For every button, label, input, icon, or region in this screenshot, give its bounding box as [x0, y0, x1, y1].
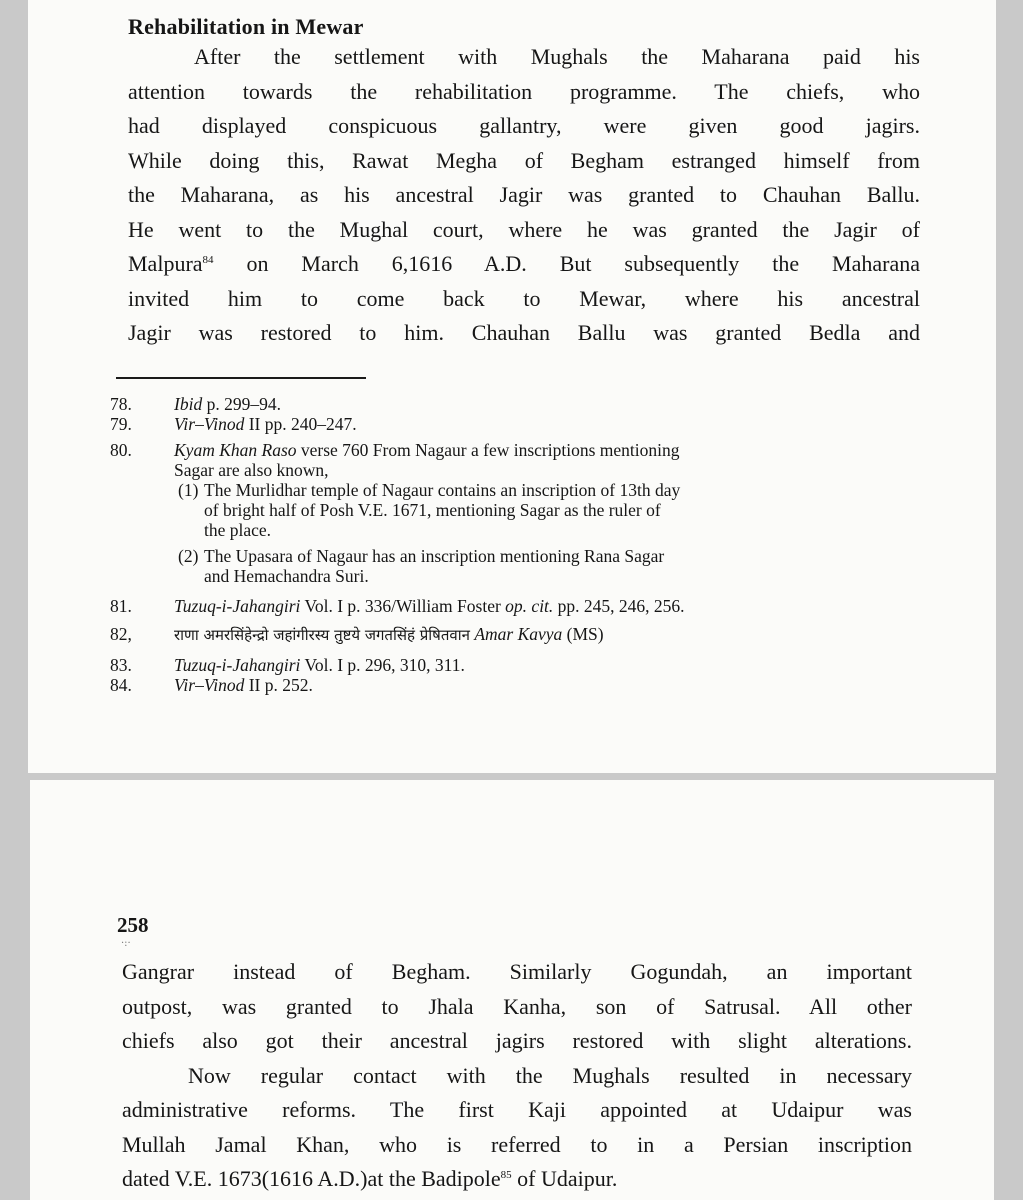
body-paragraph — [128, 40, 920, 351]
subitem-number: (1) — [178, 480, 199, 500]
footnote-ref: 84 — [202, 254, 214, 266]
footnote-title: Kyam Khan Raso — [174, 440, 297, 460]
footnote-84 — [100, 675, 920, 695]
footnote-title: Vir–Vinod — [174, 675, 245, 695]
footnote-83 — [100, 655, 920, 675]
footnote-81 — [100, 596, 920, 616]
page-number: 258 — [117, 913, 149, 937]
footnote-number: 82, — [110, 624, 132, 644]
footnote-divider — [116, 377, 366, 379]
footnote-number: 80. — [110, 440, 132, 460]
footnote-number: 81. — [110, 596, 132, 616]
text-line: attention towards the rehabilitation programme. The chiefs, who — [128, 78, 920, 104]
footnote-80 — [100, 440, 920, 586]
text-line — [128, 247, 920, 282]
footnote-text: (MS) — [562, 624, 604, 644]
bottom-book-page — [30, 780, 994, 1200]
text-line: He went to the Mughal court, where he was granted the Jagir of — [128, 216, 920, 242]
footnote-line: and Hemachandra Suri. — [204, 566, 369, 586]
footnote-ref: 85 — [500, 1169, 512, 1181]
text-line: While doing this, Rawat Megha of Begham estranged himself from — [128, 147, 920, 173]
text-line: administrative reforms. The first Kaji appointed at Udaipur was — [122, 1097, 912, 1122]
text-line: outpost, was granted to Jhala Kanha, son of Satrusal. All other — [122, 993, 912, 1019]
footnote-line: the place. — [204, 520, 272, 540]
footnote-subitem-1 — [178, 480, 920, 540]
text-line: Mullah Jamal Khan, who is referred to in a Persian inscription — [122, 1131, 912, 1157]
footnote-title: Amar Kavya — [469, 624, 563, 644]
footnote-title: Tuzuq-i-Jahangiri — [174, 596, 301, 616]
section-heading: Rehabilitation in Mewar — [128, 14, 364, 39]
text-line: After the settlement with Mughals the Maharana paid his — [194, 44, 920, 69]
footnote-line: of bright half of Posh V.E. 1671, mentioning Sagar as the ruler of — [204, 500, 661, 520]
footnote-abbrev: op. cit. — [505, 596, 554, 616]
footnote-text: II p. 252. — [244, 675, 313, 695]
text-line: the Maharana, as his ancestral Jagir was granted to Chauhan Ballu. — [128, 182, 920, 207]
footnote-number: 78. — [110, 394, 132, 414]
footnote-text: Vol. I p. 336/William Foster — [300, 596, 506, 616]
text-line: had displayed conspicuous gallantry, were given good jagirs. — [128, 113, 920, 138]
footnote-devanagari: राणा अमरसिंहेन्द्रो जहांगीरस्य तुष्टये जगतसिंहं प्रेषितवान — [174, 626, 470, 644]
footnote-title: Vir–Vinod — [174, 414, 245, 434]
text-fragment: of Udaipur. — [511, 1166, 618, 1191]
footnotes — [100, 394, 920, 695]
footnote-text: Vol. I p. 296, 310, 311. — [300, 655, 465, 675]
footnote-text: verse 760 From Nagaur a few inscriptions mentioning — [296, 440, 680, 460]
top-book-page — [28, 0, 996, 773]
text-fragment: dated V.E. 1673(1616 A.D.)at the Badipole — [122, 1166, 501, 1191]
footnote-82 — [100, 624, 920, 645]
footnote-title: Tuzuq-i-Jahangiri — [174, 655, 301, 675]
footnote-number: 84. — [110, 675, 132, 695]
footnote-number: 79. — [110, 414, 132, 434]
footnote-number: 83. — [110, 655, 132, 675]
text-line: invited him to come back to Mewar, where his ancestral — [128, 285, 920, 311]
footnote-line: The Murlidhar temple of Nagaur contains an inscription of 13th day — [204, 480, 681, 500]
text-fragment: on March 6,1616 A.D. But subsequently the Maharana — [213, 251, 920, 276]
footnote-title: Ibid — [174, 394, 203, 414]
footnote-subitem-2 — [178, 546, 920, 586]
footnote-79 — [100, 414, 920, 434]
footnote-78 — [100, 394, 920, 414]
text-line: Now regular contact with the Mughals resulted in necessary — [188, 1062, 912, 1088]
text-fragment: Malpura — [128, 251, 203, 276]
footnote-line: Sagar are also known, — [174, 460, 329, 480]
footnote-text: II pp. 240–247. — [244, 414, 357, 434]
text-line: chiefs also got their ancestral jagirs restored with slight alterations. — [122, 1028, 912, 1053]
text-line — [122, 1162, 912, 1197]
subitem-number: (2) — [178, 546, 199, 566]
footnote-line: The Upasara of Nagaur has an inscription mentioning Rana Sagar — [204, 546, 665, 566]
print-speck: ·:· — [121, 938, 131, 949]
footnote-text: p. 299–94. — [202, 394, 281, 414]
text-line: Jagir was restored to him. Chauhan Ballu was granted Bedla and — [128, 320, 920, 345]
text-line: Gangrar instead of Begham. Similarly Gogundah, an important — [122, 959, 912, 984]
footnote-line — [174, 440, 920, 460]
footnote-text: pp. 245, 246, 256. — [553, 596, 685, 616]
body-paragraph — [122, 955, 912, 1197]
